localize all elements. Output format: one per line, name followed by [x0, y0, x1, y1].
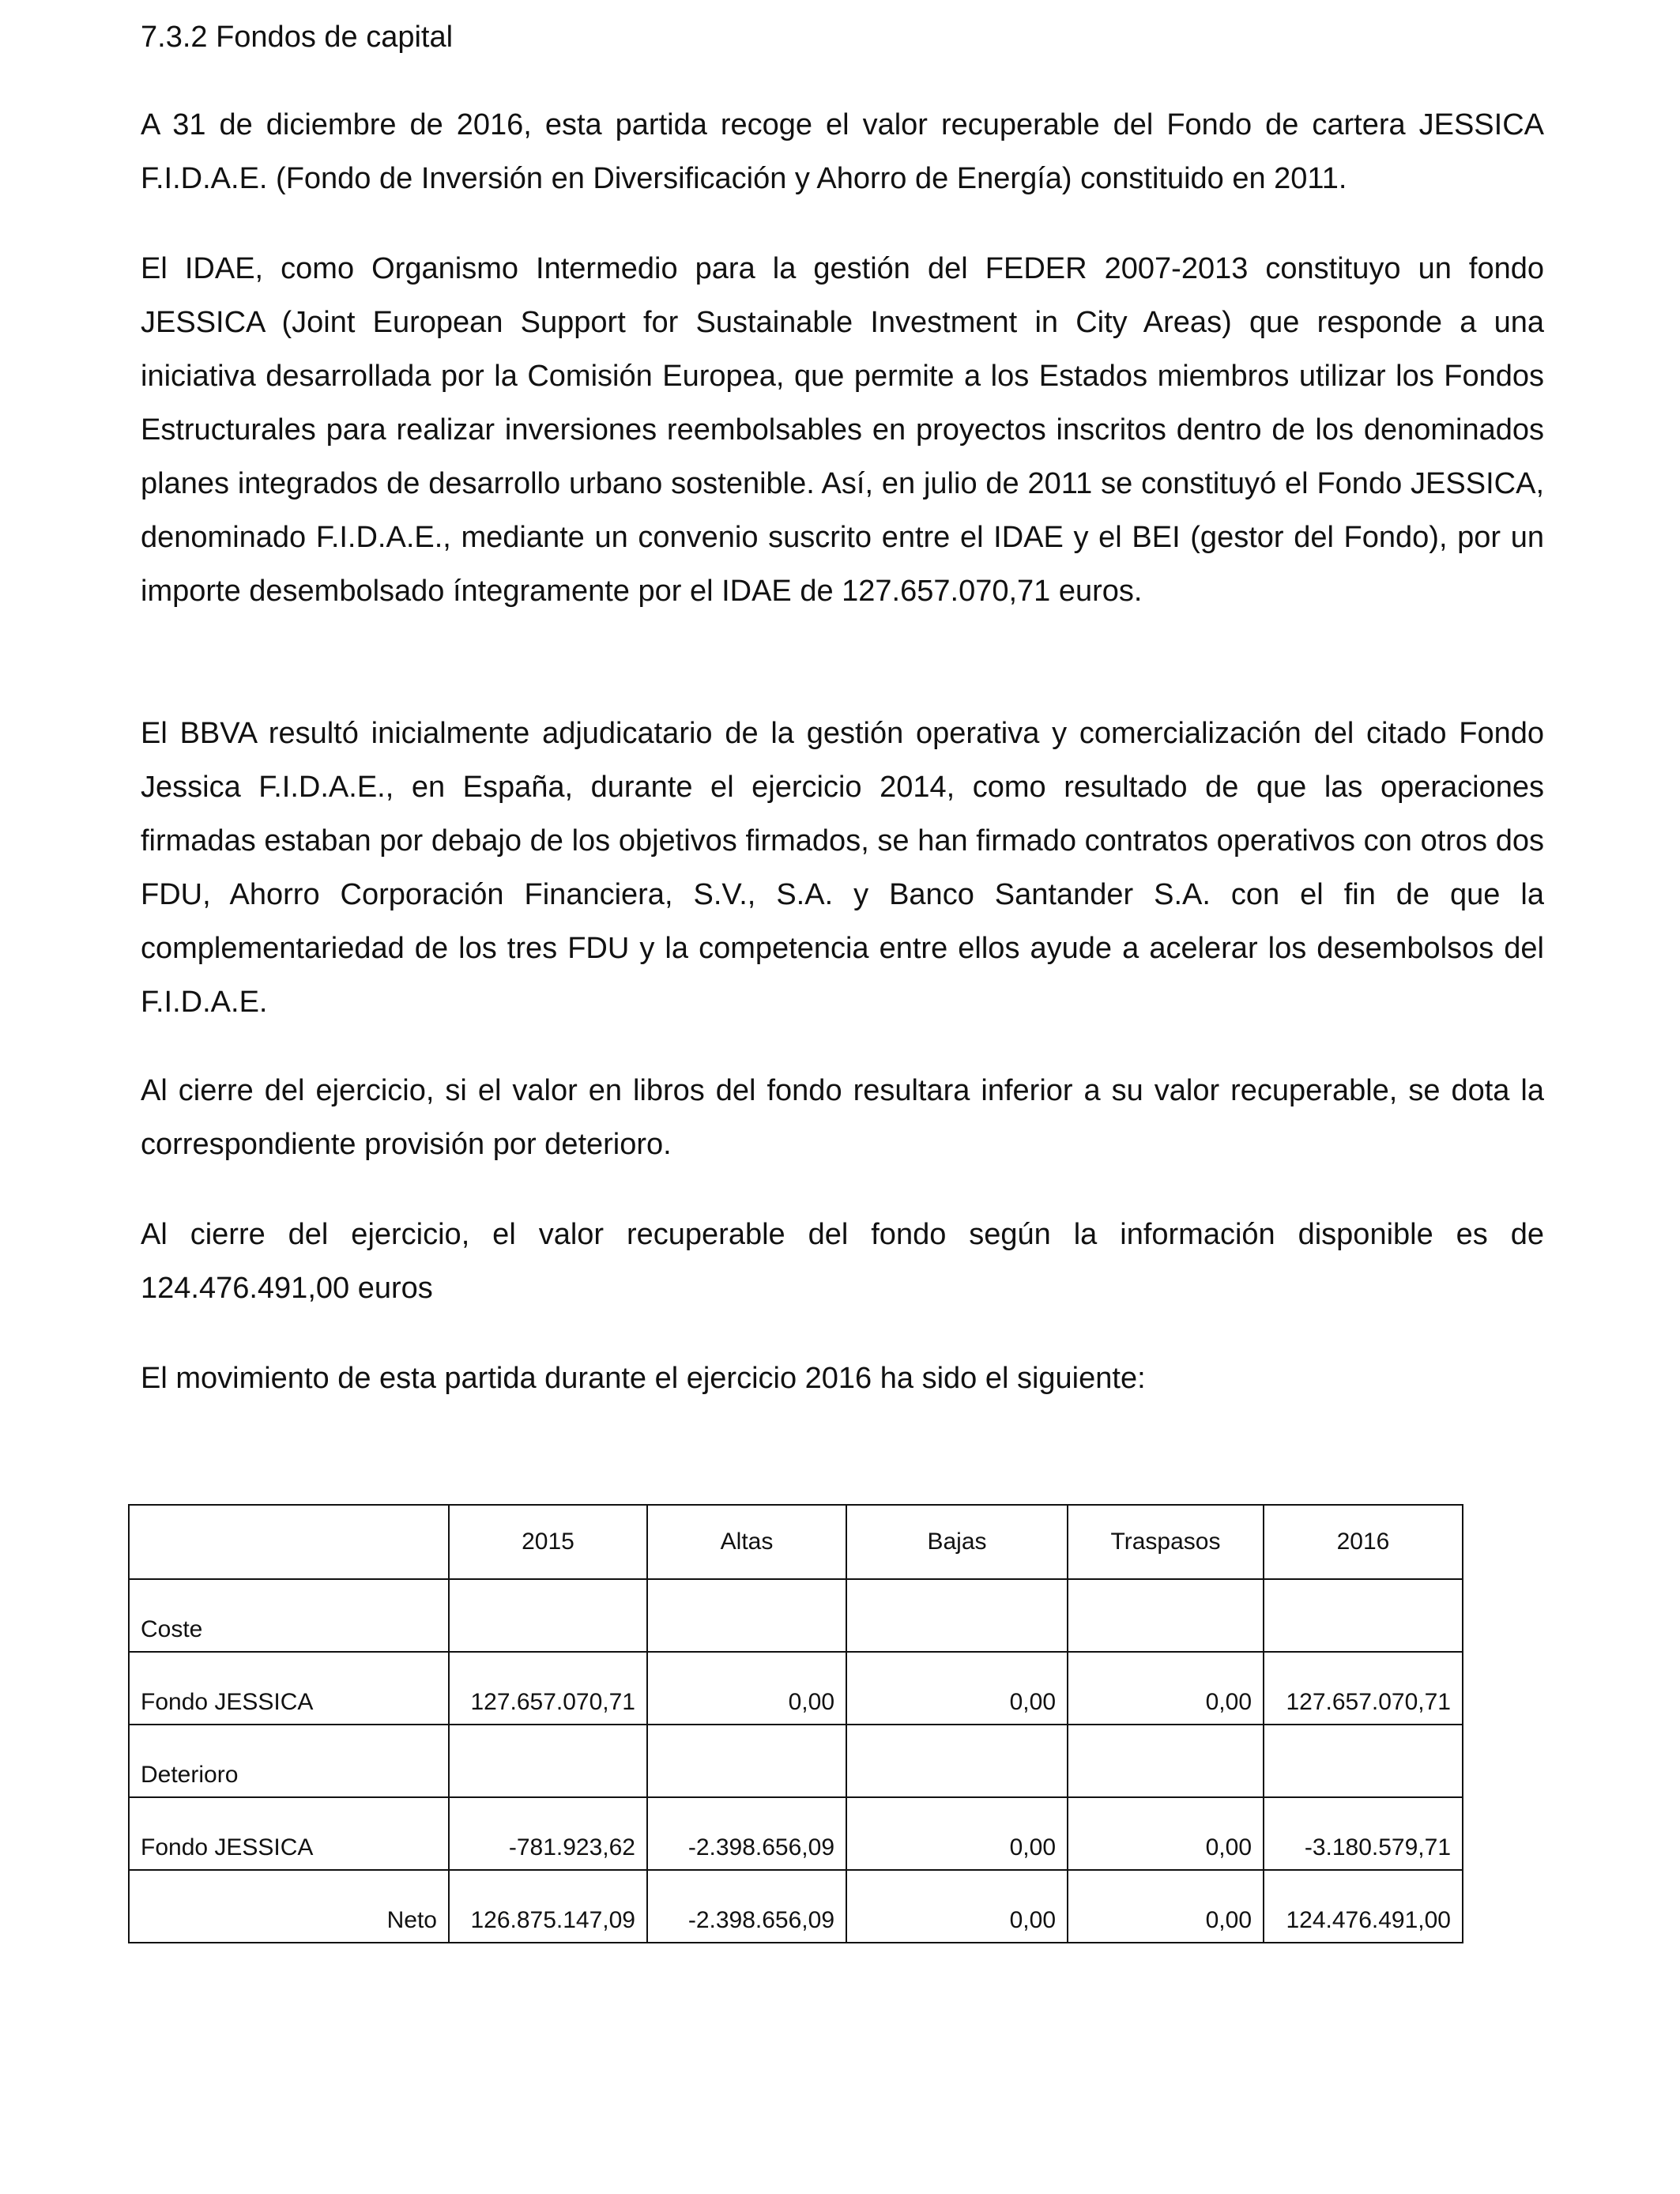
table-cell [1264, 1725, 1463, 1797]
table-cell: 0,00 [1068, 1652, 1264, 1725]
table-cell: -2.398.656,09 [647, 1797, 846, 1870]
table-cell: 126.875.147,09 [449, 1870, 647, 1943]
table-cell: 127.657.070,71 [1264, 1652, 1463, 1725]
table-row-total [129, 1870, 1463, 1943]
table-row-label: Coste [129, 1579, 449, 1652]
table-cell [647, 1579, 846, 1652]
table-cell: 0,00 [1068, 1870, 1264, 1943]
movement-table [128, 1504, 1463, 1943]
table-row-label: Deterioro [129, 1725, 449, 1797]
table-cell [1264, 1579, 1463, 1652]
paragraph-recoverable-value: Al cierre del ejercicio, el valor recuperable del fondo según la información disponible es de 124.476.491,00 euros [141, 1218, 1544, 1305]
table-cell: 124.476.491,00 [1264, 1870, 1463, 1943]
table-header-cell [129, 1505, 449, 1579]
table-header-cell: Bajas [846, 1505, 1068, 1579]
table-row [129, 1797, 1463, 1870]
table-cell [1068, 1579, 1264, 1652]
paragraph-fund-value: A 31 de diciembre de 2016, esta partida recoge el valor recuperable del Fondo de cartera JESSICA F.I.D.A.E. (Fondo de Inversión en Diversificación y Ahorro de Energía) constituido en 2011. [141, 108, 1544, 195]
table-cell: 0,00 [1068, 1797, 1264, 1870]
table-cell: 0,00 [846, 1652, 1068, 1725]
paragraph-impairment-policy: Al cierre del ejercicio, si el valor en libros del fondo resultara inferior a su valor recuperable, se dota la correspondiente provisión por deterioro. [141, 1074, 1544, 1161]
table-row-label: Fondo JESSICA [129, 1652, 449, 1725]
table-header-cell: Altas [647, 1505, 846, 1579]
table-cell [846, 1579, 1068, 1652]
table-cell [449, 1725, 647, 1797]
section-heading: 7.3.2 Fondos de capital [141, 21, 454, 54]
paragraph-idae-jessica: El IDAE, como Organismo Intermedio para la gestión del FEDER 2007-2013 constituyo un fondo JESSICA (Joint European Support for Sustainable Investment in City Areas) que responde a una iniciativa desarrollada por la Comisión Europea, que permite a los Estados miembros utilizar los Fondos Estructurales para realizar inversiones reembolsables en proyectos inscritos dentro de los denominados planes integrados de desarrollo urbano sostenible. Así, en julio de 2011 se constituyó el Fondo JESSICA, denominado F.I.D.A.E., mediante un convenio suscrito entre el IDAE y el BEI (gestor del Fondo), por un importe desembolsado íntegramente por el IDAE de 127.657.070,71 euros. [141, 252, 1544, 608]
table-row [129, 1579, 1463, 1652]
table-header-row [129, 1505, 1463, 1579]
table-cell: 0,00 [846, 1870, 1068, 1943]
table-cell: 127.657.070,71 [449, 1652, 647, 1725]
table-cell [647, 1725, 846, 1797]
table-row [129, 1725, 1463, 1797]
table-header-cell: 2016 [1264, 1505, 1463, 1579]
paragraph-table-intro: El movimiento de esta partida durante el ejercicio 2016 ha sido el siguiente: [141, 1362, 1146, 1395]
table-cell: -3.180.579,71 [1264, 1797, 1463, 1870]
table-cell: 0,00 [647, 1652, 846, 1725]
paragraph-bbva-management: El BBVA resultó inicialmente adjudicatario de la gestión operativa y comercialización del citado Fondo Jessica F.I.D.A.E., en España, durante el ejercicio 2014, como resultado de que las operaciones firmadas estaban por debajo de los objetivos firmados, se han firmado contratos operativos con otros dos FDU, Ahorro Corporación Financiera, S.V., S.A. y Banco Santander S.A. con el fin de que la complementariedad de los tres FDU y la competencia entre ellos ayude a acelerar los desembolsos del F.I.D.A.E. [141, 717, 1544, 1019]
table-cell: -2.398.656,09 [647, 1870, 846, 1943]
table-cell: -781.923,62 [449, 1797, 647, 1870]
table-row-label: Neto [129, 1870, 449, 1943]
table-header-cell: 2015 [449, 1505, 647, 1579]
table-row-label: Fondo JESSICA [129, 1797, 449, 1870]
table-cell [1068, 1725, 1264, 1797]
table-cell: 0,00 [846, 1797, 1068, 1870]
table-header-cell: Traspasos [1068, 1505, 1264, 1579]
table-cell [846, 1725, 1068, 1797]
table-cell [449, 1579, 647, 1652]
table-row [129, 1652, 1463, 1725]
